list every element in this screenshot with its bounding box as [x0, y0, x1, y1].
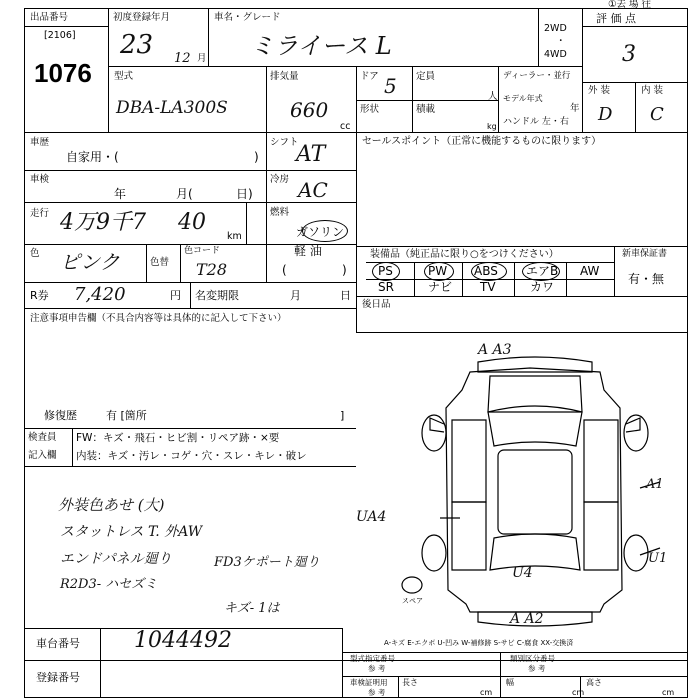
- color-code-value: T28: [196, 260, 228, 279]
- inspection-year: 年: [114, 187, 127, 201]
- equip-abs: ABS: [474, 264, 498, 278]
- mark-front: A A3: [478, 342, 512, 358]
- recycle-unit: 円: [170, 289, 181, 302]
- note-line-2: スタットレス T. 外AW: [60, 524, 203, 540]
- equip-airbag: エアB: [526, 264, 559, 278]
- caution-title: 注意事項申告欄（不具合内容等は具体的に記入して下さい）: [30, 313, 287, 324]
- equip-pw: PW: [428, 264, 448, 278]
- note-line-3: エンドパネル廻り: [60, 551, 172, 567]
- mark-right-a1: A1: [646, 477, 664, 492]
- expiry-label: 名変期限: [195, 289, 239, 302]
- length-label: 長さ: [402, 678, 418, 687]
- width-label: 幅: [506, 678, 514, 687]
- repair-close: ]: [340, 409, 345, 422]
- diagram-legend: A-キズ E-エクボ U-凹み W-補修跡 S-サビ C-腐食 XX-交換済: [384, 639, 574, 647]
- lot-number: 1076: [34, 58, 92, 88]
- note-line-6: キズ- 1は: [224, 601, 280, 616]
- history-close: ): [254, 150, 259, 164]
- shift-label: シフト: [270, 137, 299, 148]
- inspector-label: 検査員: [28, 432, 57, 443]
- fuel-label: 燃料: [270, 207, 290, 218]
- displacement-value: 660: [290, 98, 329, 122]
- spare-label: スペア: [402, 597, 423, 605]
- interior-value: C: [650, 104, 664, 125]
- mark-right-u1: U1: [648, 551, 668, 566]
- equip-tv: TV: [480, 280, 496, 294]
- fuel-paren-open: (: [282, 263, 287, 277]
- ac-value: AC: [298, 178, 328, 202]
- divider: [580, 676, 581, 698]
- history-value: 自家用・(: [66, 150, 119, 164]
- lot-label: 出品番号: [30, 12, 69, 23]
- fuel-gas: ガソリン: [296, 225, 345, 239]
- mileage-unit: km: [227, 231, 242, 242]
- drive-dot: ・: [556, 36, 566, 47]
- model-name: ミライース L: [250, 32, 392, 60]
- shape-label: 形状: [360, 104, 380, 115]
- height-label: 高さ: [586, 678, 602, 687]
- drive-2wd: 2WD: [544, 23, 567, 34]
- fuel-paren-close: ): [342, 263, 347, 277]
- inspection-label: 車検: [30, 174, 50, 185]
- displacement-label: 排気量: [270, 71, 299, 82]
- top-right-fragment: ①去 場 往: [608, 0, 652, 10]
- ref-label-3: 参 考: [368, 688, 386, 697]
- ref-label-1: 参 考: [368, 664, 386, 673]
- note-line-4: FD3ケポート廻り: [214, 555, 320, 570]
- doors-label: ドア: [360, 71, 379, 82]
- note-line-1: 外装色あせ (大): [58, 496, 165, 514]
- doors-value: 5: [384, 74, 397, 98]
- mileage-value: 4万9千7: [60, 210, 146, 235]
- chassis-label: 車台番号: [36, 637, 80, 650]
- fuel-diesel: 軽 油: [294, 244, 322, 258]
- type-value: DBA-LA300S: [116, 98, 228, 118]
- lot-bracket: [2106]: [44, 30, 76, 41]
- capacity-unit: 人: [488, 91, 498, 102]
- expiry-day: 日: [340, 289, 351, 302]
- length-unit: cm: [480, 688, 493, 697]
- reg-label: 登録番号: [36, 671, 80, 684]
- after-label: 後日品: [362, 299, 391, 310]
- year-unit: 年: [570, 103, 580, 114]
- width-unit: cm: [572, 688, 585, 697]
- inspection-day: 日): [236, 187, 253, 201]
- capacity-label: 定員: [416, 71, 436, 82]
- mark-rear-u4: U4: [512, 565, 533, 581]
- model-label: 車名・グレード: [214, 12, 281, 23]
- int-row: 内装：キズ・汚レ・コゲ・穴・スレ・キレ・破レ: [76, 450, 307, 462]
- equip-leather: カワ: [530, 280, 555, 294]
- load-unit: kg: [487, 122, 497, 131]
- handle-label: ハンドル 左・右: [503, 117, 569, 127]
- equip-navi: ナビ: [428, 280, 453, 294]
- inspection-month: 月(: [176, 187, 193, 201]
- first-reg-label: 初度登録年月: [113, 12, 171, 23]
- expiry-month: 月: [290, 289, 301, 302]
- color-code-label: 色コード: [184, 246, 221, 256]
- color-value: ピンク: [60, 250, 120, 274]
- grade-label: 評 価 点: [596, 12, 636, 25]
- equip-ps: PS: [378, 264, 393, 278]
- dims-label: 車検証明用: [350, 678, 388, 687]
- color-label: 色: [30, 248, 40, 259]
- model-year-label: モデル年式: [503, 94, 543, 103]
- warranty-value: 有・無: [628, 272, 665, 286]
- exterior-label: 外 装: [588, 85, 611, 96]
- class-label: 類別区分番号: [510, 654, 555, 663]
- fw-row: FW：キズ・飛石・ヒビ割・リペア跡・×要: [76, 432, 280, 444]
- equip-aw: AW: [580, 264, 600, 278]
- mileage-label: 走行: [30, 208, 50, 219]
- mark-left-ua4: UA4: [356, 509, 387, 525]
- type-spec-label: 型式指定番号: [350, 654, 395, 663]
- entry-label: 記入欄: [28, 450, 57, 461]
- displacement-unit: cc: [340, 121, 351, 132]
- equipment-title: 装備品（純正品に限り○をつけください）: [370, 249, 559, 260]
- repair-value: 有 [箇所: [106, 409, 147, 422]
- mileage-value-2: 40: [178, 210, 206, 235]
- repair-label: 修復歴: [44, 409, 77, 422]
- shift-value: AT: [296, 142, 326, 167]
- first-reg-year: 23: [120, 30, 154, 60]
- dealer-label: ディーラー・並行: [503, 71, 571, 81]
- history-label: 車歴: [30, 137, 50, 148]
- height-unit: cm: [662, 688, 675, 697]
- ac-label: 冷房: [270, 174, 290, 185]
- recycle-label: R券: [30, 289, 49, 302]
- type-label: 型式: [114, 71, 134, 82]
- mark-rear-a2: A A2: [510, 611, 544, 627]
- first-reg-month-suffix: 月: [197, 53, 207, 64]
- load-label: 積載: [416, 104, 436, 115]
- chassis-value: 1044492: [134, 628, 232, 653]
- color-change-label: 色替: [150, 257, 170, 268]
- exterior-value: D: [598, 104, 613, 125]
- new-warranty-label: 新車保証書: [622, 249, 668, 259]
- divider: [398, 676, 399, 698]
- sales-title: セールスポイント（正常に機能するものに限ります）: [362, 136, 602, 147]
- note-line-5: R2D3- ハセズミ: [60, 577, 158, 592]
- grade-value: 3: [622, 42, 636, 67]
- first-reg-month: 12: [174, 51, 191, 66]
- equip-sr: SR: [378, 280, 394, 294]
- recycle-value: 7,420: [74, 284, 126, 305]
- interior-label: 内 装: [641, 85, 664, 96]
- drive-4wd: 4WD: [544, 49, 567, 60]
- ref-label-2: 参 考: [528, 664, 546, 673]
